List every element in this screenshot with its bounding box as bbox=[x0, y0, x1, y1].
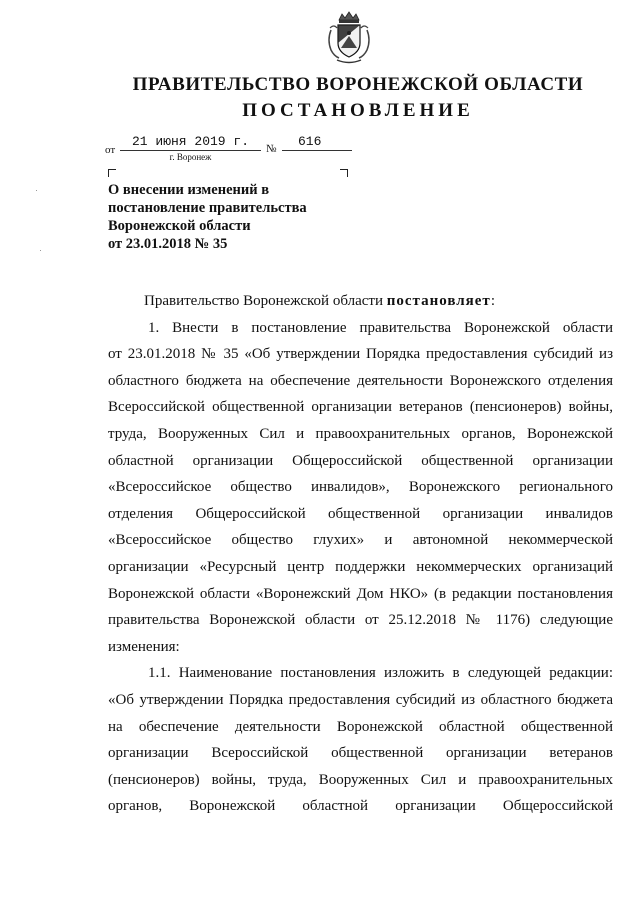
document-city: г. Воронеж bbox=[169, 152, 212, 162]
government-title: ПРАВИТЕЛЬСТВО ВОРОНЕЖСКОЙ ОБЛАСТИ bbox=[132, 74, 584, 95]
subject-line: постановление правительства bbox=[108, 200, 307, 216]
body-line: областной организации Общероссийской общественной организации bbox=[108, 452, 613, 469]
scan-speck bbox=[40, 250, 41, 251]
body-line: Воронежской области «Воронежский Дом НКО» (в редакции постановления bbox=[108, 585, 613, 602]
document-number: 616 bbox=[282, 134, 352, 151]
body-line: «Всероссийское общество глухих» и автономной некоммерческой bbox=[108, 532, 613, 549]
body-line: труда, Вооруженных Сил и правоохранительных органов, Воронежской bbox=[108, 425, 613, 442]
intro-suffix: : bbox=[490, 293, 495, 309]
intro-paragraph bbox=[108, 288, 613, 315]
document-meta bbox=[100, 134, 380, 170]
subject-corner-right bbox=[340, 169, 348, 177]
subject-line: от 23.01.2018 № 35 bbox=[108, 236, 228, 252]
subject-line: О внесении изменений в bbox=[108, 182, 270, 198]
body-line: (пенсионеров) войны, труда, Вооруженных Сил и правоохранительных bbox=[108, 771, 613, 788]
body-line: 1.1. Наименование постановления изложить в следующей редакции: bbox=[148, 665, 613, 682]
body-line: «Об утверждении Порядка предоставления субсидий из областного бюджета bbox=[108, 691, 613, 708]
body-line: Всероссийской общественной организации ветеранов (пенсионеров) войны, bbox=[108, 399, 613, 416]
body-line: организации «Ресурсный центр поддержки некоммерческих организаций bbox=[108, 558, 613, 575]
body-line: «Всероссийское общество инвалидов», Воронежского регионального bbox=[108, 479, 613, 496]
body-line: изменения: bbox=[108, 638, 180, 655]
body-line: 1. Внести в постановление правительства Воронежской области bbox=[148, 319, 613, 336]
date-prefix-label: от bbox=[105, 144, 116, 156]
subject-corner-left bbox=[108, 169, 116, 177]
body-line: организации Всероссийской общественной организации ветеранов bbox=[108, 745, 613, 762]
body-line: от 23.01.2018 № 35 «Об утверждении Порядка предоставления субсидий из bbox=[108, 346, 613, 363]
body-line: отделения Общероссийской общественной организации инвалидов bbox=[108, 505, 613, 522]
body-line: областного бюджета на обеспечение деятельности Воронежского отделения bbox=[108, 372, 613, 389]
body-line: органов, Воронежской областной организации Общероссийской bbox=[108, 798, 613, 815]
body-line: на обеспечение деятельности Воронежской областной общественной bbox=[108, 718, 613, 735]
number-sign-label: № bbox=[266, 143, 277, 155]
body-line: правительства Воронежской области от 25.12.2018 № 1176) следующие bbox=[108, 612, 613, 629]
intro-prefix: Правительство Воронежской области bbox=[144, 293, 387, 309]
document-type-title: ПОСТАНОВЛЕНИЕ bbox=[242, 100, 474, 121]
document-date: 21 июня 2019 г. bbox=[120, 134, 261, 151]
document-subject bbox=[108, 181, 368, 253]
intro-verb: постановляет bbox=[386, 293, 491, 309]
document-body bbox=[108, 288, 613, 820]
scan-speck bbox=[36, 190, 37, 191]
subject-line: Воронежской области bbox=[108, 218, 251, 234]
coat-of-arms-icon bbox=[325, 10, 373, 66]
